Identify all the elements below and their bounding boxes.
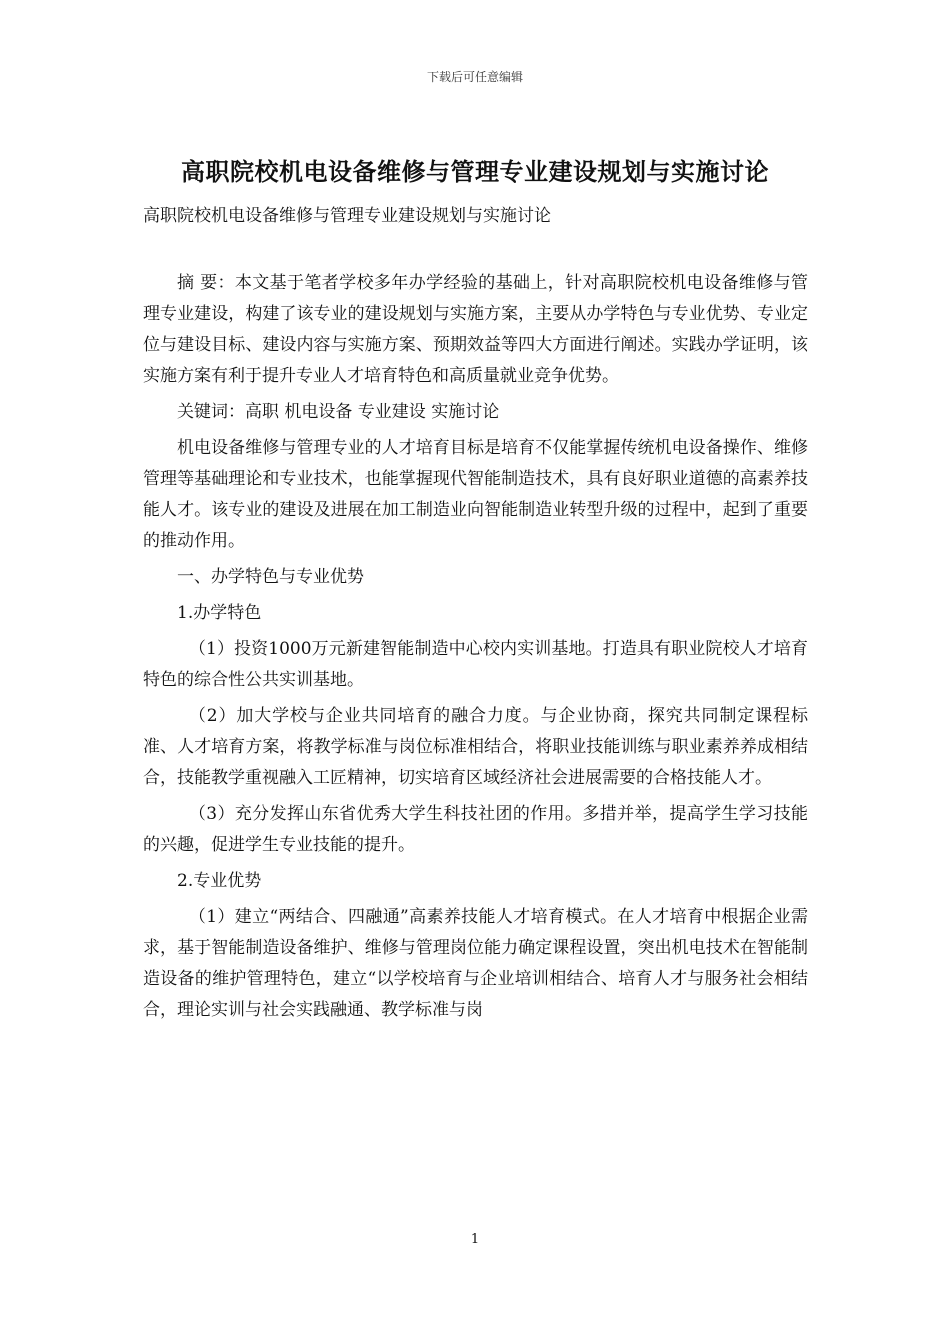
section-heading: 一、办学特色与专业优势 — [177, 567, 364, 587]
abstract-paragraph: 摘 要：本文基于笔者学校多年办学经验的基础上，针对高职院校机电设备维修与管理专业建设，构建了该专业的建设规划与实施方案，主要从办学特色与专业优势、专业定位与建设目标、建设内容与实施方案、预期效益等四大方面进行阐述。实践办学证明，该实施方案有利于提升专业人才培育特色和高质量就业竞争优势。 — [143, 273, 808, 386]
list-item: （1）投资1000万元新建智能制造中心校内实训基地。打造具有职业院校人才培育特色的综合性公共实训基地。 — [143, 639, 808, 690]
list-item: （2）加大学校与企业共同培育的融合力度。与企业协商，探究共同制定课程标准、人才培育方案，将教学标准与岗位标准相结合，将职业技能训练与职业素养养成相结合，技能教学重视融入工匠精神，切实培育区域经济社会进展需要的合格技能人才。 — [143, 706, 808, 788]
document-title: 高职院校机电设备维修与管理专业建设规划与实施讨论 — [181, 157, 769, 186]
list-item: （3）充分发挥山东省优秀大学生科技社团的作用。多措并举，提高学生学习技能的兴趣，促进学生专业技能的提升。 — [143, 804, 808, 855]
header-note: 下载后可任意编辑 — [426, 70, 523, 84]
intro-paragraph: 机电设备维修与管理专业的人才培育目标是培育不仅能掌握传统机电设备操作、维修管理等基础理论和专业技术，也能掌握现代智能制造技术，具有良好职业道德的高素养技能人才。该专业的建设及进展在加工制造业向智能制造业转型升级的过程中，起到了重要的推动作用。 — [143, 438, 808, 551]
keywords-paragraph: 关键词：高职 机电设备 专业建设 实施讨论 — [177, 402, 500, 422]
subsection-heading: 2.专业优势 — [177, 871, 262, 891]
list-item: （1）建立“两结合、四融通”高素养技能人才培育模式。在人才培育中根据企业需求，基于智能制造设备维护、维修与管理岗位能力确定课程设置，突出机电技术在智能制造设备的维护管理特色，建立“以学校培育与企业培训相结合、培育人才与服务社会相结合，理论实训与社会实践融通、教学标准与岗 — [143, 907, 808, 1020]
page-number: 1 — [470, 1232, 480, 1247]
document-body — [143, 268, 808, 1031]
subsection-heading: 1.办学特色 — [177, 603, 262, 623]
document-subtitle: 高职院校机电设备维修与管理专业建设规划与实施讨论 — [143, 206, 551, 226]
